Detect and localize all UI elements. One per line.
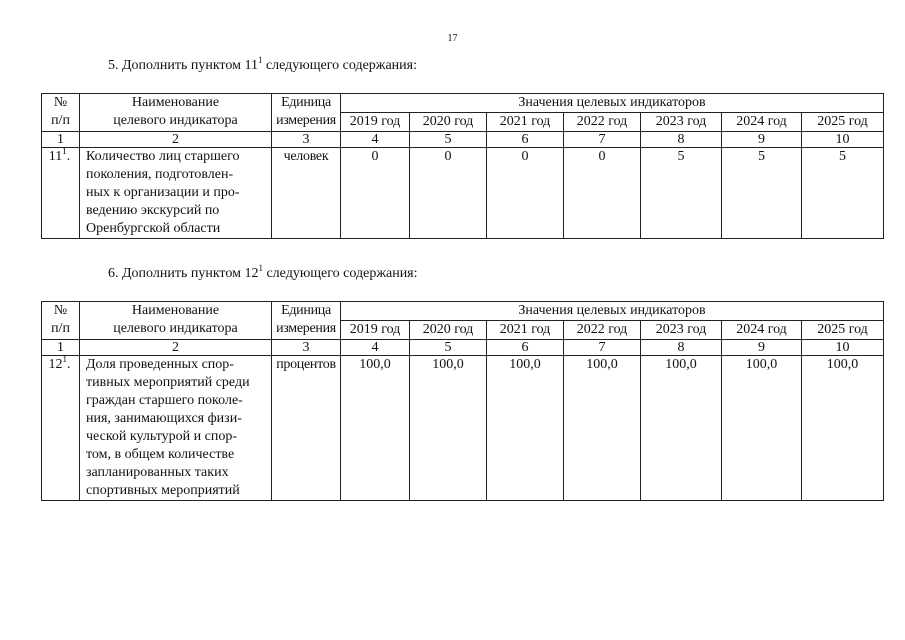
indicator-value: 5 xyxy=(802,148,884,239)
column-number: 6 xyxy=(487,340,564,356)
column-number: 5 xyxy=(410,132,487,148)
indicator-value: 0 xyxy=(341,148,410,239)
indicator-value: 0 xyxy=(410,148,487,239)
header-year: 2024 год xyxy=(722,321,802,340)
header-year: 2019 год xyxy=(341,321,410,340)
page-number: 17 xyxy=(447,33,458,44)
indicator-value: 100,0 xyxy=(487,356,564,501)
column-number: 1 xyxy=(42,132,80,148)
section-heading-6: 6. Дополнить пунктом $12^1$ следующего содержания: xyxy=(108,263,418,281)
column-number: 2 xyxy=(80,340,272,356)
indicator-table-11-1 xyxy=(41,93,884,239)
indicator-value: 100,0 xyxy=(641,356,722,501)
indicator-value: 100,0 xyxy=(564,356,641,501)
column-number: 10 xyxy=(802,132,884,148)
column-number: 8 xyxy=(641,132,722,148)
column-number: 6 xyxy=(487,132,564,148)
column-number: 7 xyxy=(564,340,641,356)
indicator-unit: человек xyxy=(272,148,341,239)
header-indicator-name: Наименование целевого индикатора xyxy=(80,302,272,340)
table-row xyxy=(42,148,884,239)
header-year: 2025 год xyxy=(802,113,884,132)
indicator-value: 100,0 xyxy=(410,356,487,501)
indicator-value: 5 xyxy=(641,148,722,239)
indicator-name: Доля проведенных спор- тивных мероприятий среди граждан старшего поколе- ния, занимающихся физи- ческой культурой и спор- том, в общем количестве запланированных таких спортивных мероприятий xyxy=(80,356,272,501)
column-number: 9 xyxy=(722,132,802,148)
header-year: 2024 год xyxy=(722,113,802,132)
header-indicator-name: Наименование целевого индикатора xyxy=(80,94,272,132)
header-unit: Единица измерения xyxy=(272,94,341,132)
header-year: 2019 год xyxy=(341,113,410,132)
header-unit: Единица измерения xyxy=(272,302,341,340)
header-year: 2021 год xyxy=(487,113,564,132)
header-number: № п/п xyxy=(42,302,80,340)
row-number: $12^1$. xyxy=(42,356,80,501)
section-heading-5: 5. Дополнить пунктом $11^1$ следующего содержания: xyxy=(108,55,417,73)
column-number: 8 xyxy=(641,340,722,356)
indicator-unit: процентов xyxy=(272,356,341,501)
header-year: 2023 год xyxy=(641,321,722,340)
indicator-value: 0 xyxy=(564,148,641,239)
indicator-value: 100,0 xyxy=(341,356,410,501)
indicator-table-12-1 xyxy=(41,301,884,501)
table-row xyxy=(42,356,884,501)
indicator-name: Количество лиц старшего поколения, подготовлен- ных к организации и про- ведению экскурсий по Оренбургской области xyxy=(80,148,272,239)
header-year: 2022 год xyxy=(564,113,641,132)
column-number: 4 xyxy=(341,340,410,356)
column-number: 10 xyxy=(802,340,884,356)
header-values-title: Значения целевых индикаторов xyxy=(341,302,884,321)
header-year: 2021 год xyxy=(487,321,564,340)
column-number: 9 xyxy=(722,340,802,356)
indicator-value: 100,0 xyxy=(802,356,884,501)
header-values-title: Значения целевых индикаторов xyxy=(341,94,884,113)
indicator-value: 0 xyxy=(487,148,564,239)
column-number: 5 xyxy=(410,340,487,356)
header-year: 2022 год xyxy=(564,321,641,340)
column-number: 3 xyxy=(272,132,341,148)
indicator-value: 5 xyxy=(722,148,802,239)
column-number: 7 xyxy=(564,132,641,148)
column-number: 2 xyxy=(80,132,272,148)
header-year: 2023 год xyxy=(641,113,722,132)
column-number: 4 xyxy=(341,132,410,148)
header-year: 2020 год xyxy=(410,321,487,340)
header-year: 2020 год xyxy=(410,113,487,132)
column-number: 3 xyxy=(272,340,341,356)
row-number: $11^1$. xyxy=(42,148,80,239)
header-year: 2025 год xyxy=(802,321,884,340)
header-number: № п/п xyxy=(42,94,80,132)
indicator-value: 100,0 xyxy=(722,356,802,501)
column-number: 1 xyxy=(42,340,80,356)
